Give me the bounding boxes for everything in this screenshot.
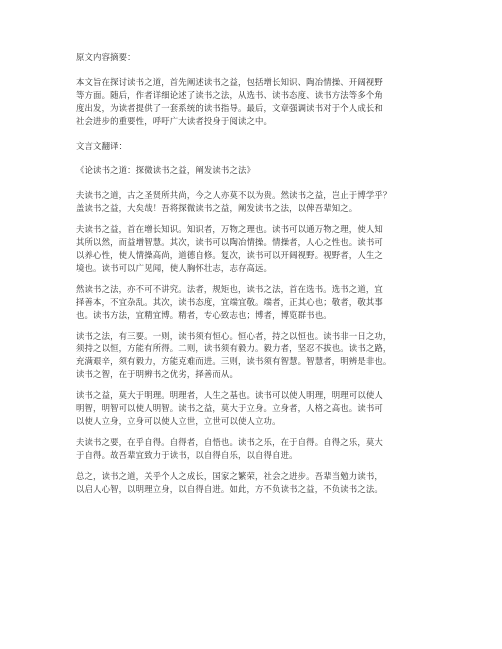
paragraph-1: [76, 189, 432, 215]
paragraph-line: 读书之智，在于明辨书之优劣，择善而从。: [76, 369, 238, 380]
abstract-line: 本文旨在探讨读书之道，首先阐述读书之益，包括增长知识、陶冶情操、开阔视野: [76, 76, 383, 87]
paragraph-line: 总之，读书之道，关乎个人之成长，国家之繁荣，社会之进步。吾辈当勉力读书，: [76, 470, 383, 481]
paragraph-line: 以使人立身，立身可以使人立世，立世可以使人立功。: [76, 415, 281, 426]
paragraph-line: 夫读书之道，古之圣贤所共尚，今之人亦莫不以为贵。然读书之益，岂止于博学乎？: [76, 190, 392, 201]
paragraph-line: 择善本，不宜杂乱。其次，读书态度，宜端宜敬。端者，正其心也；敬者，敬其事: [76, 296, 383, 307]
paragraph-line: 充满艰辛，须有毅力，方能克难而进。三则，读书须有智慧。智慧者，明辨是非也。: [76, 356, 392, 367]
abstract-line: 度出发，为读者提供了一套系统的读书指导。最后，文章强调读书对于个人成长和: [76, 102, 383, 113]
paragraph-line: 以启人心智，以明理立身，以自得自进。如此，方不负读书之益，不负读书之法。: [76, 483, 383, 494]
paragraph-2: [76, 223, 432, 275]
paragraph-line: 夫读书之益，首在增长知识。知识者，万物之理也。读书可以通万物之理，使人知: [76, 224, 383, 235]
paragraph-line: 其所以然，而益增智慧。其次，读书可以陶冶情操。情操者，人心之性也。读书可: [76, 237, 383, 248]
paragraph-line: 须持之以恒，方能有所得。二则，读书须有毅力。毅力者，坚忍不拔也。读书之路，: [76, 343, 392, 354]
abstract-heading: 原文内容摘要：: [76, 52, 136, 62]
essay-title: 《论读书之道：探微读书之益，阐发读书之法》: [76, 165, 256, 176]
document-body: [76, 51, 432, 495]
paragraph-line: 境也。读书可以广见闻，使人胸怀壮志，志存高远。: [76, 262, 273, 273]
paragraph-line: 读书之法，有三要。一则，读书须有恒心。恒心者，持之以恒也。读书非一日之功，: [76, 330, 392, 341]
paragraph-line: 明智，明智可以使人明智。读书之益，莫大于立身。立身者，人格之高也。读书可: [76, 403, 383, 414]
paragraph-6: [76, 436, 432, 462]
paragraph-line: 然读书之法，亦不可不讲究。法者，规矩也，读书之法，首在选书。选书之道，宜: [76, 283, 383, 294]
paragraph-3: [76, 283, 432, 322]
abstract-paragraph: [76, 76, 432, 128]
abstract-line: 社会进步的重要性，呼吁广大读者投身于阅读之中。: [76, 115, 273, 126]
paragraph-line: 读书之益，莫大于明理。明理者，人生之基也。读书可以使人明理，明理可以使人: [76, 390, 383, 401]
paragraph-line: 于自得。故吾辈宜致力于读书，以自得自乐，以自得自进。: [76, 449, 298, 460]
paragraph-line: 盖读书之益，大矣哉！吾将探微读书之益，阐发读书之法，以俾吾辈知之。: [76, 203, 358, 214]
abstract-line: 等方面。随后，作者详细论述了读书之法，从选书、读书态度、读书方法等多个角: [76, 89, 383, 100]
paragraph-line: 夫读书之要，在乎自得。自得者，自悟也。读书之乐，在于自得。自得之乐，莫大: [76, 436, 383, 447]
paragraph-5: [76, 389, 432, 428]
translation-heading: 文言文翻译：: [76, 140, 128, 151]
paragraph-line: 也。读书方法，宜精宜博。精者，专心致志也；博者，博览群书也。: [76, 309, 332, 320]
paragraph-line: 以养心性，使人情操高尚，道德自修。复次，读书可以开阔视野。视野者，人生之: [76, 249, 383, 260]
paragraph-4: [76, 330, 432, 382]
paragraph-7: [76, 470, 432, 496]
